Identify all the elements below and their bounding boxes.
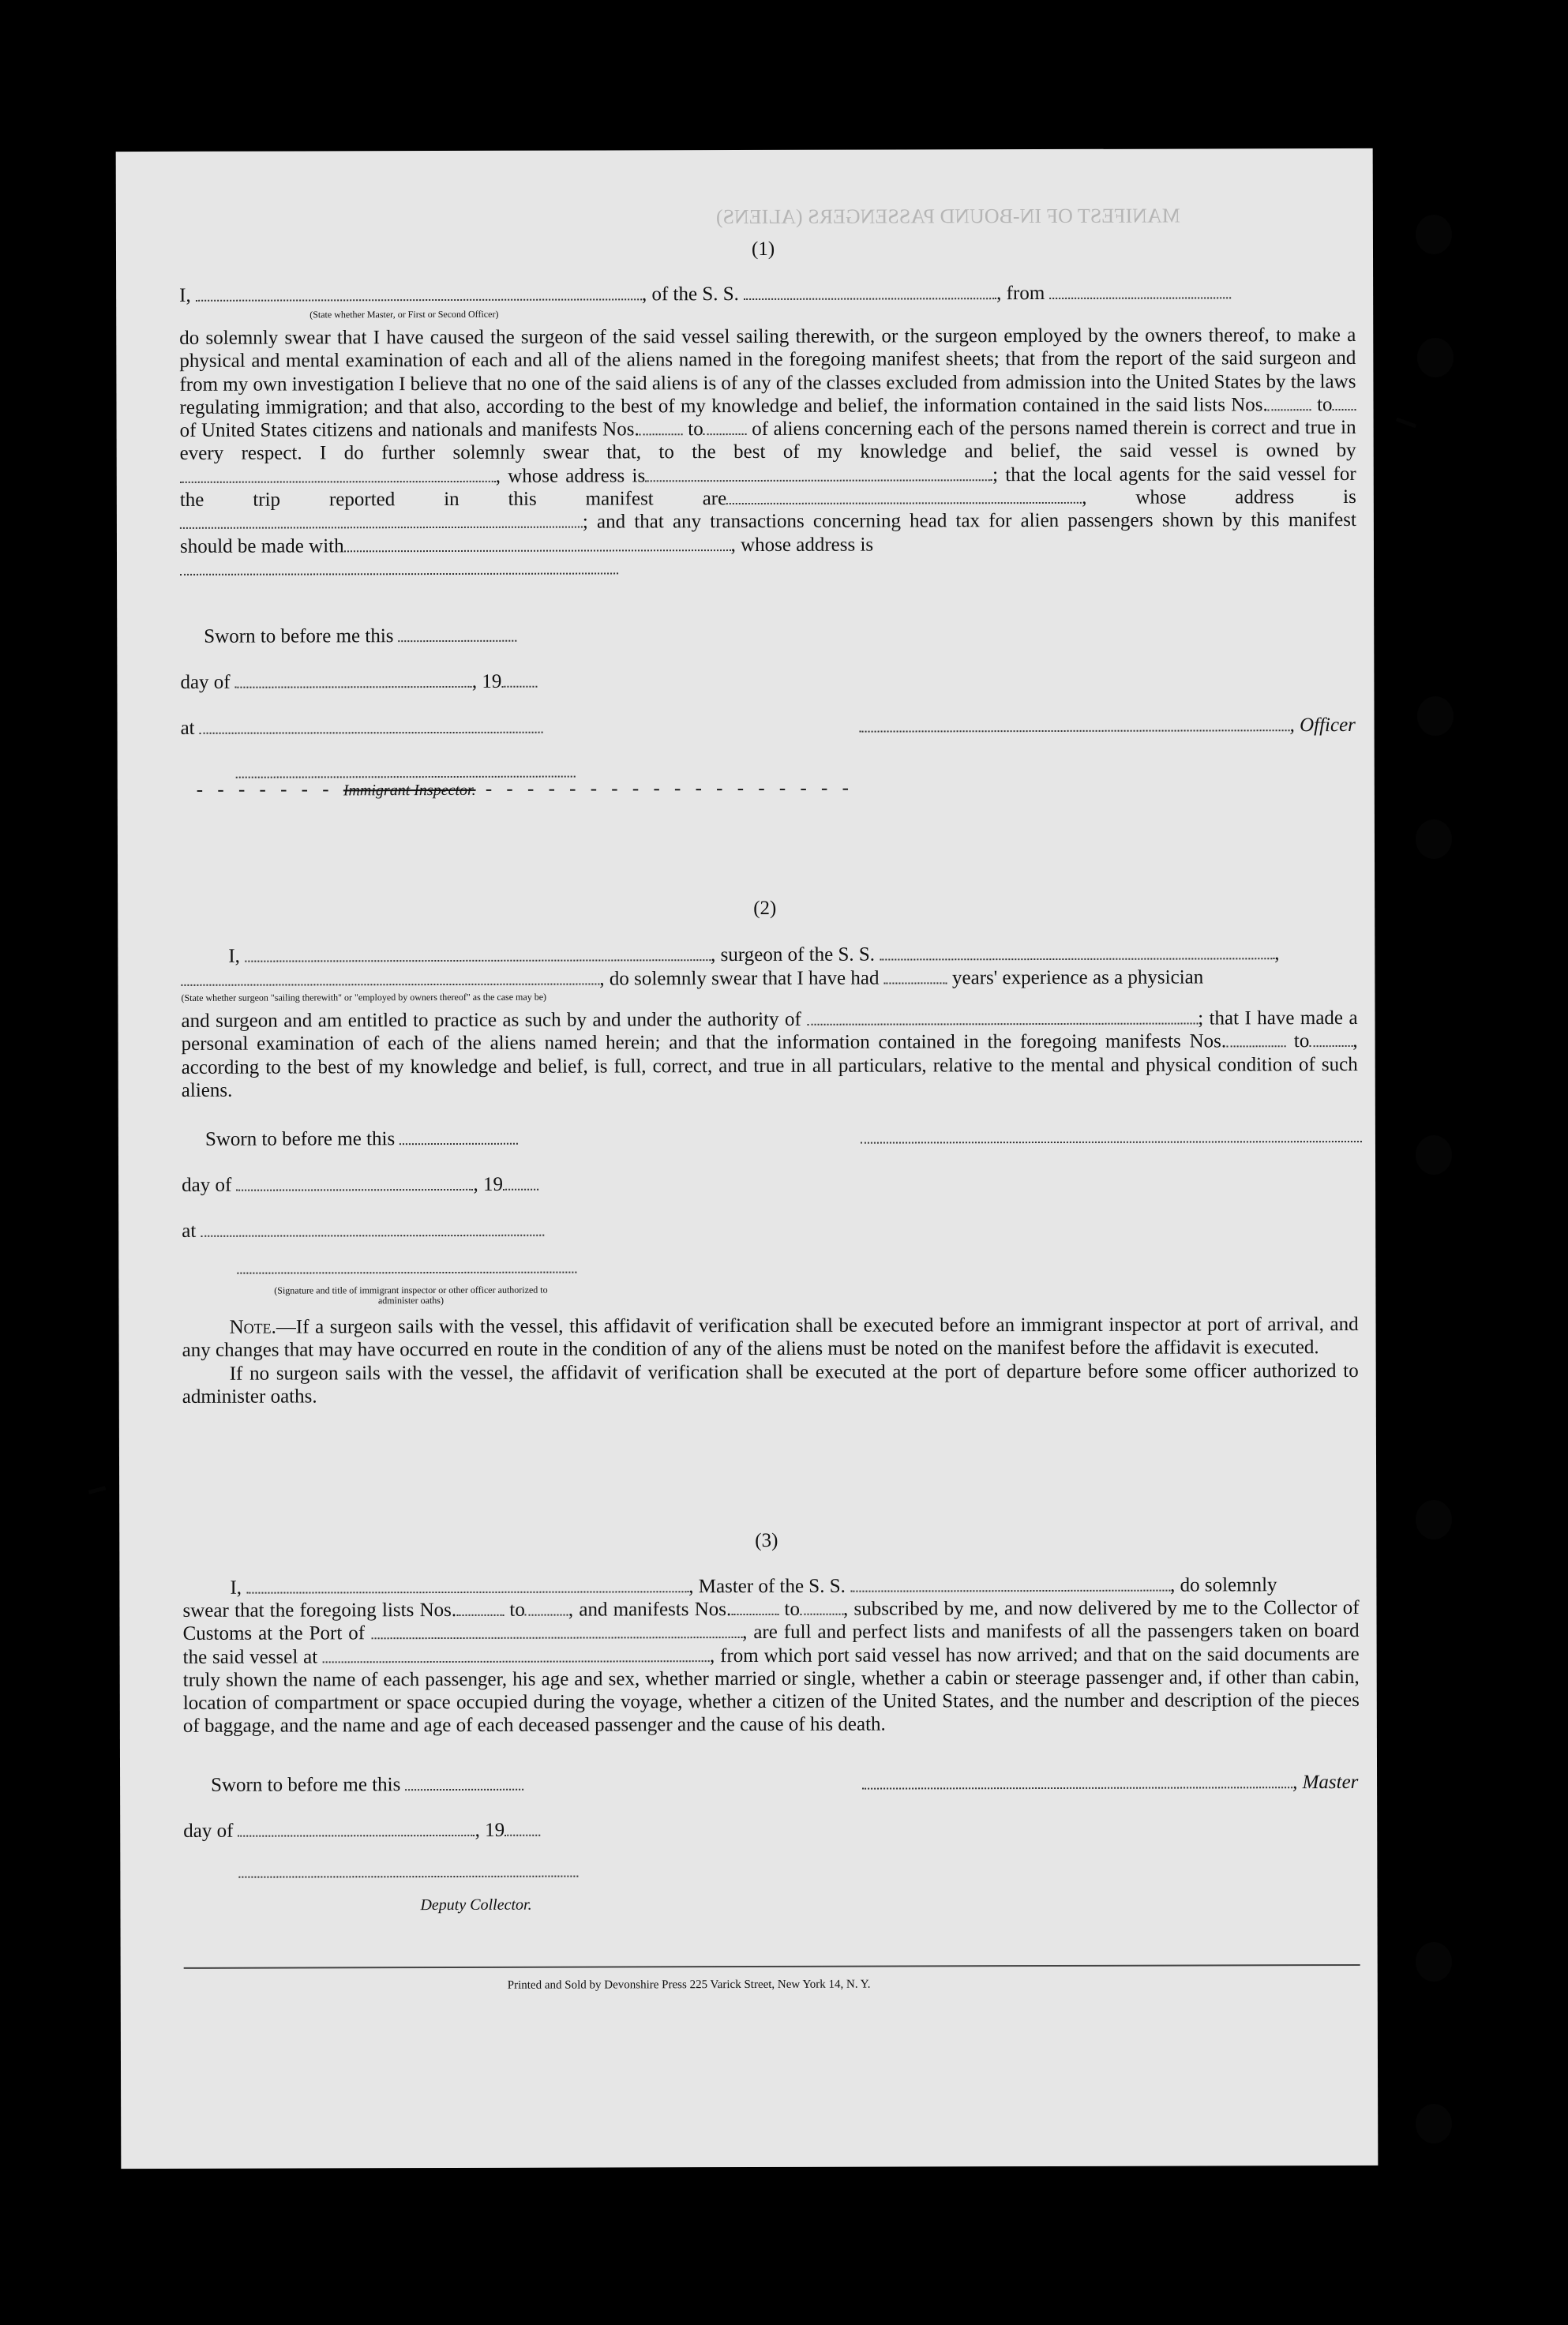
section-1-day: day of , 19 — [180, 670, 537, 694]
section-3-master-signature: , Master — [862, 1771, 1358, 1795]
officer-caption: (State whether Master, or First or Second Officer) — [309, 308, 499, 321]
bleed-through-text: MANIFEST OF IN-BOUND PASSENGERS (ALIENS) — [715, 204, 1180, 229]
section-1-oath: do solemnly swear that I have caused the surgeon of the said vessel sailing therewith, or the surgeon employed by the owners thereof, to make a physical and mental examination of each and all of the aliens named in the foregoing manifest sheets; that from the report of the said surgeon and from my own investigation I believe that no one of the said aliens is of any of the classes excluded from admission into the United States by the laws regulating immigration; and that also, according to the best of my knowledge and belief, the information contained in the said lists Nos. to of United States citizens and nationals and manifests Nos. to of aliens concerning each of the persons named therein is correct and true in every respect. I do further solemnly swear that, to the best of my knowledge and belief, the said vessel is owned by, whose address is ; that the local agents for the said vessel for the trip reported in this manifest are , whose address is; and that any transactions concerning head tax for alien passengers shown by this manifest should be made with , whose address is — [179, 324, 1356, 581]
section-1-officer-signature: , Officer — [860, 714, 1356, 738]
punch-hole-3 — [1417, 696, 1454, 736]
edge-scratch — [1396, 418, 1416, 429]
section-2-at: at — [182, 1219, 544, 1243]
deputy-collector-label: Deputy Collector. — [420, 1896, 532, 1914]
section-2-surgeon-signature — [861, 1125, 1362, 1149]
section-2-oath: and surgeon and am entitled to practice as such by and under the authority of ; that I have made a personal examination of each of the aliens named herein; and that the information contained in the foregoing manifests Nos. to , according to the best of my knowledge and belief, is full, correct, and true in all particulars, relative to the mental and physical condition of such aliens. — [181, 1007, 1358, 1101]
section-1-at: at — [181, 716, 543, 740]
section-3-oath: swear that the foregoing lists Nos. to , and manifests Nos. to , subscribed by me, and now delivered by me to the Collector of Customs at the Port of , are full and perfect lists and manifests of all the passengers taken on board the said vessel at , from which port said vessel has now arrived; and that on the said documents are truly shown the name of each passenger, his age and sex, whether married or single, whether a cabin or steerage passenger and, if other than cabin, location of compartment or space occupied during the voyage, whether a citizen of the United States, and the number and description of the pieces of baggage, and the name and age of each deceased passenger and the cause of his death. — [182, 1596, 1360, 1738]
footer-rule — [184, 1964, 1360, 1969]
edge-scratch — [88, 1486, 107, 1494]
section-3-line1: I, , Master of the S. S. , do solemnly — [230, 1574, 1277, 1599]
punch-hole-7 — [1416, 1942, 1452, 1982]
section-3-day: day of , 19 — [183, 1819, 540, 1843]
punch-hole-8 — [1416, 2104, 1452, 2143]
punch-hole-4 — [1416, 819, 1452, 859]
section-2-note: Note.—If a surgeon sails with the vessel, this affidavit of verification shall be executed before an immigrant inspector at port of arrival, and any changes that may have occurred en route in the condition of any of the aliens must be noted on the manifest before the affidavit is executed. If no surgeon sails with the vessel, the affidavit of verification shall be executed at the port of departure before some officer authorized to administer oaths. — [182, 1313, 1359, 1408]
section-2-line2: , do solemnly swear that I have had years' experience as a physician — [181, 966, 1203, 991]
punch-hole-2 — [1417, 338, 1454, 377]
section-2-sworn: Sworn to before me this — [205, 1127, 519, 1151]
punch-hole-5 — [1416, 1135, 1452, 1175]
section-1-sworn: Sworn to before me this — [204, 624, 517, 648]
deputy-signature-line — [238, 1860, 578, 1884]
signature-caption: (Signature and title of immigrant inspector or other officer authorized to administer oaths) — [274, 1284, 548, 1307]
section-1-line1: I, , of the S. S. , from — [179, 281, 1231, 306]
section-2-line1: I, , surgeon of the S. S. , — [228, 943, 1280, 967]
punch-hole-6 — [1416, 1500, 1452, 1539]
section-2-heading: (2) — [753, 897, 777, 919]
section-1-heading: (1) — [751, 238, 775, 260]
surgeon-caption: (State whether surgeon "sailing therewith" or "employed by owners thereof" as the case may be) — [181, 991, 547, 1003]
section-3-sworn: Sworn to before me this — [211, 1773, 524, 1797]
inspector-row: - - - - - - - Immigrant Inspector. - - - - - - - - - - - - - - - - - - — [196, 777, 853, 801]
form-page — [116, 148, 1379, 2169]
section-2-day: day of , 19 — [182, 1173, 538, 1197]
section-3-heading: (3) — [755, 1529, 778, 1551]
printer-imprint: Printed and Sold by Devonshire Press 225 Varick Street, New York 14, N. Y. — [507, 1978, 871, 1992]
punch-hole-1 — [1416, 215, 1452, 254]
section-2-signature-line — [237, 1256, 576, 1280]
